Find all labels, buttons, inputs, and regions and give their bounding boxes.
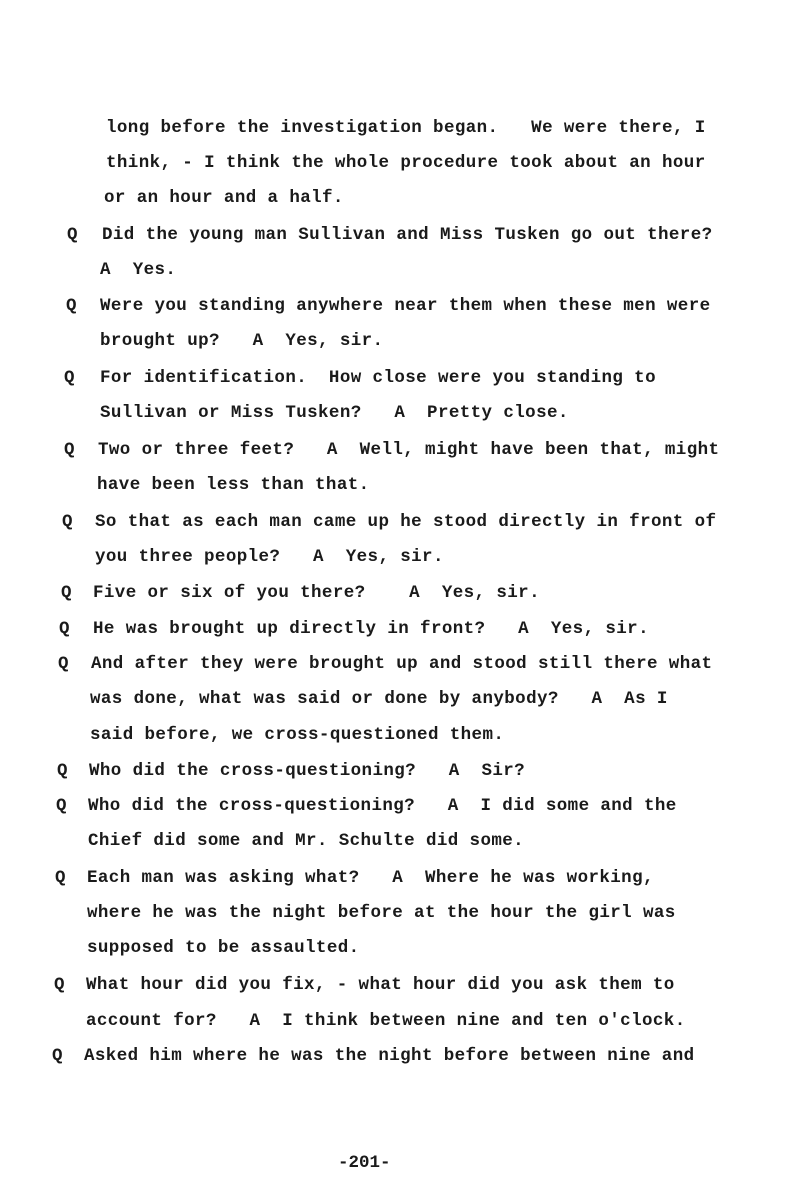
question-marker: Q	[56, 796, 67, 816]
transcript-line: He was brought up directly in front? A Yes, sir.	[93, 619, 649, 639]
transcript-line: Who did the cross-questioning? A Sir?	[89, 761, 526, 781]
question-marker: Q	[54, 975, 65, 995]
transcript-line: Two or three feet? A Well, might have been that, might	[98, 440, 720, 460]
transcript-line: So that as each man came up he stood directly in front of	[95, 512, 717, 532]
transcript-line: was done, what was said or done by anybody? A As I	[90, 689, 668, 709]
transcript-line: where he was the night before at the hour the girl was	[87, 903, 676, 923]
transcript-line: For identification. How close were you standing to	[100, 368, 656, 388]
question-marker: Q	[61, 583, 72, 603]
question-marker: Q	[58, 654, 69, 674]
question-marker: Q	[67, 225, 78, 245]
transcript-line: Did the young man Sullivan and Miss Tusken go out there?	[102, 225, 713, 245]
transcript-line: Chief did some and Mr. Schulte did some.	[88, 831, 525, 851]
transcript-line: Asked him where he was the night before between nine and	[84, 1046, 695, 1066]
transcript-line: Were you standing anywhere near them when these men were	[100, 296, 711, 316]
transcript-line: A Yes.	[100, 260, 177, 280]
transcript-line: What hour did you fix, - what hour did you ask them to	[86, 975, 675, 995]
transcript-line: Who did the cross-questioning? A I did some and the	[88, 796, 677, 816]
transcript-line: Sullivan or Miss Tusken? A Pretty close.	[100, 403, 569, 423]
transcript-line: account for? A I think between nine and ten o'clock.	[86, 1011, 686, 1031]
transcript-line: have been less than that.	[97, 475, 370, 495]
transcript-line: you three people? A Yes, sir.	[95, 547, 444, 567]
transcript-line: said before, we cross-questioned them.	[90, 725, 505, 745]
transcript-line: long before the investigation began. We were there, I	[106, 118, 706, 138]
transcript-line: Each man was asking what? A Where he was working,	[87, 868, 654, 888]
question-marker: Q	[55, 868, 66, 888]
transcript-line: And after they were brought up and stood still there what	[91, 654, 713, 674]
question-marker: Q	[57, 761, 68, 781]
transcript-line: Five or six of you there? A Yes, sir.	[93, 583, 540, 603]
question-marker: Q	[64, 440, 75, 460]
question-marker: Q	[52, 1046, 63, 1066]
question-marker: Q	[66, 296, 77, 316]
transcript-line: or an hour and a half.	[104, 188, 344, 208]
question-marker: Q	[62, 512, 73, 532]
transcript-line: brought up? A Yes, sir.	[100, 331, 384, 351]
transcript-line: think, - I think the whole procedure took about an hour	[106, 153, 706, 173]
question-marker: Q	[64, 368, 75, 388]
page-number: -201-	[338, 1153, 391, 1173]
question-marker: Q	[59, 619, 70, 639]
transcript-line: supposed to be assaulted.	[87, 938, 360, 958]
